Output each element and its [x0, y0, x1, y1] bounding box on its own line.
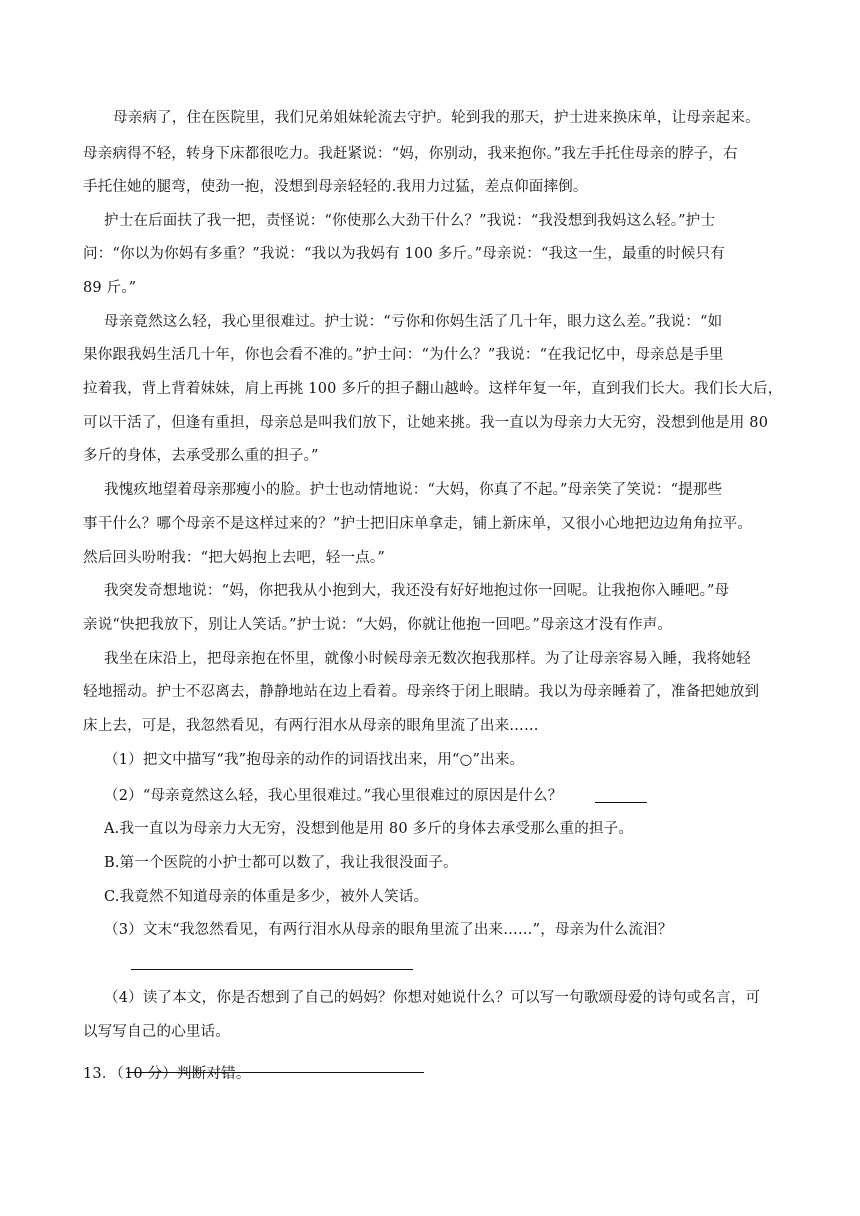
passage-p1-line2: 母亲病得不轻，转身下床都很吃力。我赶紧说：“妈，你别动，我来抱你。”我左手托住母亲的脖子，右 [83, 146, 738, 162]
question-2-option-a: A.我一直以为母亲力大无穷，没想到他是用 80 多斤的身体去承受那么重的担子。 [104, 821, 634, 837]
passage-p6-line3: 床上去，可是，我忽然看见，有两行泪水从母亲的眼角里流了出来…… [83, 718, 539, 734]
passage-p3-line1: 母亲竟然这么轻，我心里很难过。护士说：“亏你和你妈生活了几十年，眼力这么差。”我说：“如 [104, 314, 723, 330]
section-13-heading: 13．（10 分）判断对错。 [83, 1066, 251, 1082]
question-3-answer-line[interactable] [131, 969, 413, 970]
passage-p4-line1: 我愧疚地望着母亲那瘦小的脸。护士也动情地说：“大妈，你真了不起。”母亲笑了笑说：“提那些 [104, 482, 723, 498]
question-2-option-b: B.第一个医院的小护士都可以数了，我让我很没面子。 [104, 855, 458, 871]
passage-p3-line4: 可以干活了，但逢有重担，母亲总是叫我们放下，让她来挑。我一直以为母亲力大无穷，没想到他是用 80 [83, 415, 769, 431]
passage-p5-line2: 亲说“快把我放下，别让人笑话。”护士说：“大妈，你就让他抱一回吧。”母亲这才没有作声。 [83, 617, 673, 633]
passage-p3-line5: 多斤的身体，去承受那么重的担子。” [83, 448, 319, 464]
question-4-line2: 以写写自己的心里话。 [83, 1024, 230, 1040]
passage-p5-line1: 我突发奇想地说：“妈，你把我从小抱到大，我还没有好好地抱过你一回呢。让我抱你入睡吧。”母 [104, 583, 730, 599]
passage-p3-line3: 拉着我，背上背着妹妹，肩上再挑 100 多斤的担子翻山越岭。这样年复一年，直到我们长大。我们长大后， [83, 381, 783, 397]
passage-p1-line1: 母亲病了，住在医院里，我们兄弟姐妹轮流去守护。轮到我的那天，护士进来换床单，让母亲起来。 [113, 110, 760, 126]
passage-p6-line1: 我坐在床沿上，把母亲抱在怀里，就像小时候母亲无数次抱我那样。为了让母亲容易入睡，我将她轻 [104, 651, 751, 667]
passage-p6-line2: 轻地摇动。护士不忍离去，静静地站在边上看着。母亲终于闭上眼睛。我以为母亲睡着了，准备把她放到 [83, 684, 760, 700]
question-2: （2）“母亲竟然这么轻，我心里很难过。”我心里很难过的原因是什么？ [104, 788, 563, 804]
passage-p4-line3: 然后回头吩咐我：“把大妈抱上去吧，轻一点。” [83, 550, 385, 566]
question-2-option-c: C.我竟然不知道母亲的体重是多少，被外人笑话。 [104, 889, 429, 905]
question-2-answer-blank[interactable] [595, 802, 647, 803]
passage-p4-line2: 事干什么？哪个母亲不是这样过来的？”护士把旧床单拿走，铺上新床单，又很小心地把边边角角拉平。 [83, 516, 753, 532]
passage-p2-line1: 护士在后面扶了我一把，责怪说：“你使那么大劲干什么？”我说：“我没想到我妈这么轻。”护士 [104, 213, 716, 229]
question-4-line1: （4）读了本文，你是否想到了自己的妈妈？你想对她说什么？可以写一句歌颂母爱的诗句或名言，可 [104, 990, 761, 1006]
question-1: （1）把文中描写“我”抱母亲的动作的词语找出来，用“○”出来。 [104, 752, 525, 768]
passage-p2-line2: 问：“你以为你妈有多重？”我说：“我以为我妈有 100 多斤。”母亲说：“我这一生，最重的时候只有 [83, 246, 726, 262]
passage-p1-line3: 手托住她的腿弯，使劲一抱，没想到母亲轻轻的.我用力过猛，差点仰面摔倒。 [83, 179, 588, 195]
passage-p2-line3: 89 斤。” [83, 280, 137, 296]
passage-p3-line2: 果你跟我妈生活几十年，你也会看不准的。”护士问：“为什么？”我说：“在我记忆中，母亲总是手里 [83, 347, 724, 363]
question-3: （3）文末“我忽然看见，有两行泪水从母亲的眼角里流了出来……”，母亲为什么流泪？ [104, 922, 673, 938]
